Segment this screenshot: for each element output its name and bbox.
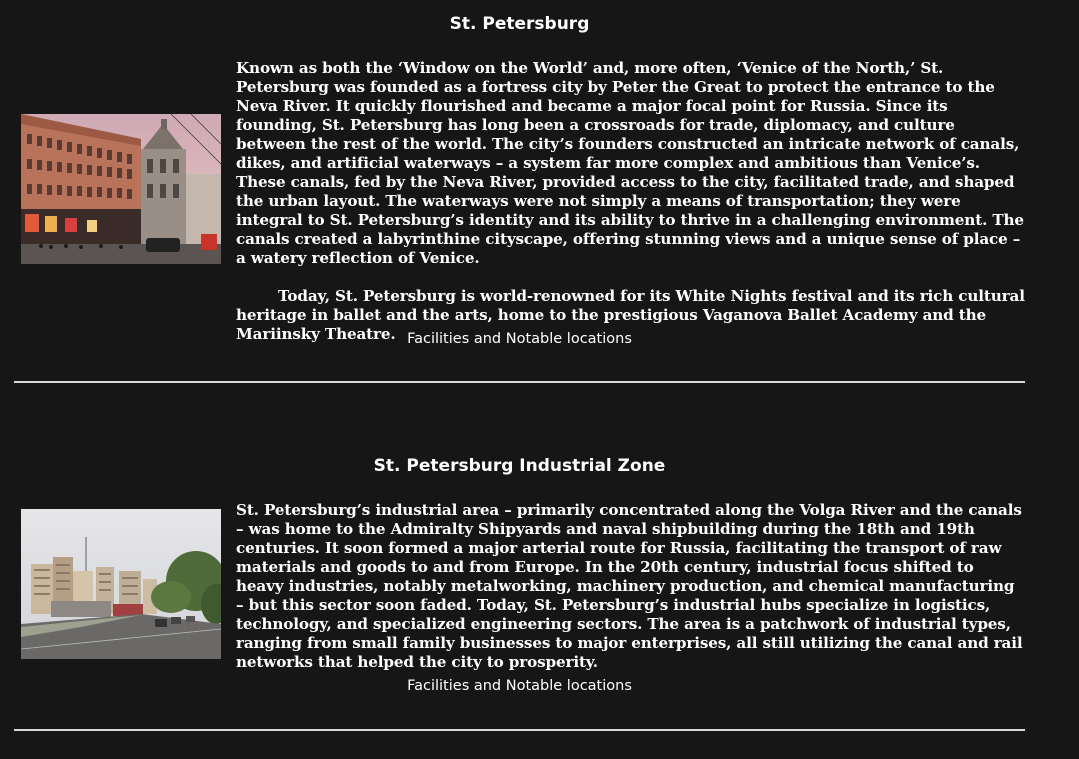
- section-divider: [14, 381, 1025, 383]
- city-street-photo: [21, 114, 221, 264]
- industrial-zone-photo: [21, 509, 221, 659]
- facilities-link[interactable]: Facilities and Notable locations: [407, 331, 632, 347]
- section-divider: [14, 729, 1025, 731]
- description-paragraph: Known as both the ‘Window on the World’ and, more often, ‘Venice of the North,’ St. Petersburg was founded as a fortress city by Peter the Great to protect the entrance to the Neva River. It quickly flourished and became a major focal point for Russia. Since its founding, St. Petersburg has long been a crossroads for trade, diplomacy, and culture between the rest of the world. The city’s founders constructed an intricate network of canals, dikes, and artificial waterways – a system far more complex and ambitious than Venice’s. These canals, fed by the Neva River, provided access to the city, facilitated trade, and shaped the urban layout. The waterways were not simply a means of transportation; they were integral to St. Petersburg’s identity and its ability to thrive in a challenging environment. The canals created a labyrinthine cityscape, offering stunning views and a unique sense of place – a watery reflection of Venice.: [236, 59, 1024, 267]
- description-paragraph: St. Petersburg’s industrial area – primarily concentrated along the Volga River and the canals – was home to the Admiralty Shipyards and naval shipbuilding during the 18th and 19th centuries. It soon formed a major arterial route for Russia, facilitating the transport of raw materials and goods to and from Europe. In the 20th century, industrial focus shifted to heavy industries, notably metalworking, machinery production, and chemical manufacturing – but this sector soon faded. Today, St. Petersburg’s industrial hubs specialize in logistics, technology, and specialized engineering sectors. The area is a patchwork of industrial types, ranging from small family businesses to major enterprises, all still utilizing the canal and rail networks that helped the city to prosperity.: [236, 501, 1023, 671]
- section-title: St. Petersburg Industrial Zone: [373, 456, 666, 476]
- facilities-link[interactable]: Facilities and Notable locations: [407, 678, 632, 694]
- section-description: [236, 501, 1026, 672]
- section-description: [236, 59, 1026, 344]
- description-paragraph: Today, St. Petersburg is world-renowned for its White Nights festival and its rich cultural heritage in ballet and the arts, home to the prestigious Vaganova Ballet Academy and the Mariinsky Theatre.: [236, 287, 1025, 343]
- section-title: St. Petersburg: [449, 14, 590, 34]
